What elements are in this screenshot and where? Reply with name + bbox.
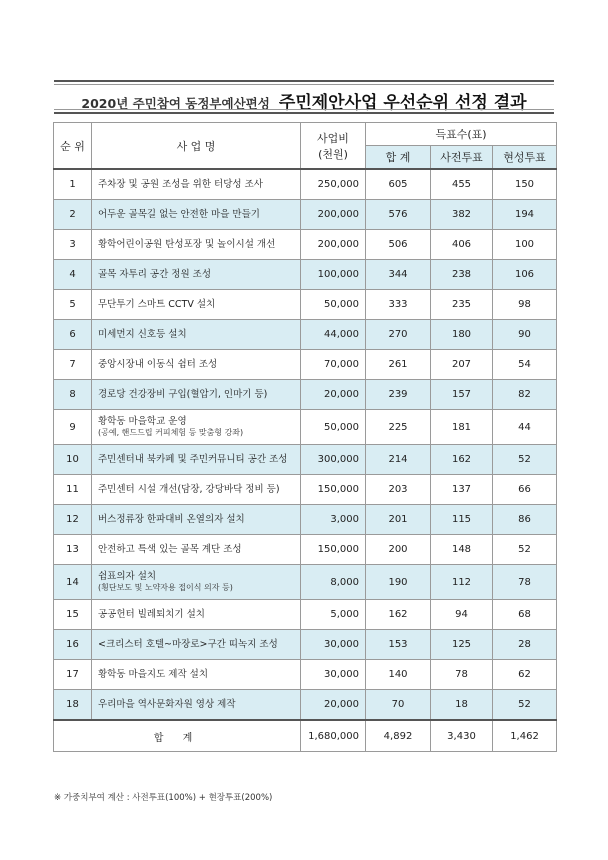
rank-cell: 7 bbox=[54, 350, 92, 380]
rank-cell: 14 bbox=[54, 565, 92, 600]
total-pre-votes: 3,430 bbox=[431, 720, 493, 752]
pre-votes-cell: 115 bbox=[431, 505, 493, 535]
site-votes-cell: 44 bbox=[493, 410, 557, 445]
rank-cell: 5 bbox=[54, 290, 92, 320]
rank-cell: 17 bbox=[54, 660, 92, 690]
header-votes: 득표수(표) bbox=[366, 123, 557, 146]
total-votes-cell: 214 bbox=[366, 445, 431, 475]
table-row bbox=[54, 260, 557, 290]
rank-cell: 6 bbox=[54, 320, 92, 350]
project-name-cell bbox=[92, 290, 301, 320]
total-label: 합 계 bbox=[54, 720, 301, 752]
results-table bbox=[53, 122, 557, 752]
total-votes-cell: 190 bbox=[366, 565, 431, 600]
site-votes-cell: 82 bbox=[493, 380, 557, 410]
total-votes-cell: 200 bbox=[366, 535, 431, 565]
project-name: <크리스터 호텔~마장로>구간 띠녹지 조성 bbox=[98, 639, 278, 650]
budget-cell: 8,000 bbox=[301, 565, 366, 600]
header-project: 사 업 명 bbox=[92, 123, 301, 170]
project-name-cell bbox=[92, 690, 301, 721]
total-votes-cell: 140 bbox=[366, 660, 431, 690]
project-name: 황학어린이공원 탄성포장 및 놀이시설 개선 bbox=[98, 239, 276, 250]
total-votes-cell: 333 bbox=[366, 290, 431, 320]
rank-cell: 12 bbox=[54, 505, 92, 535]
budget-cell: 70,000 bbox=[301, 350, 366, 380]
budget-cell: 150,000 bbox=[301, 475, 366, 505]
pre-votes-cell: 455 bbox=[431, 169, 493, 200]
pre-votes-cell: 157 bbox=[431, 380, 493, 410]
table-row bbox=[54, 350, 557, 380]
header-rank: 순 위 bbox=[54, 123, 92, 170]
budget-cell: 50,000 bbox=[301, 290, 366, 320]
project-name: 황학동 마을학교 운영 bbox=[98, 416, 187, 427]
table-row bbox=[54, 290, 557, 320]
total-votes: 4,892 bbox=[366, 720, 431, 752]
table-row bbox=[54, 169, 557, 200]
budget-cell: 250,000 bbox=[301, 169, 366, 200]
pre-votes-cell: 238 bbox=[431, 260, 493, 290]
project-detail: (횡단보도 및 노약자용 접이식 의자 등) bbox=[98, 583, 233, 592]
site-votes-cell: 90 bbox=[493, 320, 557, 350]
total-votes-cell: 239 bbox=[366, 380, 431, 410]
table-row bbox=[54, 475, 557, 505]
pre-votes-cell: 207 bbox=[431, 350, 493, 380]
project-name: 우리마을 역사문화자원 영상 제작 bbox=[98, 699, 236, 710]
project-name-cell bbox=[92, 410, 301, 445]
site-votes-cell: 62 bbox=[493, 660, 557, 690]
header-budget bbox=[301, 123, 366, 170]
table-row bbox=[54, 320, 557, 350]
total-votes-cell: 344 bbox=[366, 260, 431, 290]
site-votes-cell: 28 bbox=[493, 630, 557, 660]
project-name-cell bbox=[92, 660, 301, 690]
total-votes-cell: 506 bbox=[366, 230, 431, 260]
pre-votes-cell: 125 bbox=[431, 630, 493, 660]
site-votes-cell: 78 bbox=[493, 565, 557, 600]
project-name-cell bbox=[92, 630, 301, 660]
rank-cell: 15 bbox=[54, 600, 92, 630]
budget-cell: 5,000 bbox=[301, 600, 366, 630]
site-votes-cell: 54 bbox=[493, 350, 557, 380]
total-votes-cell: 270 bbox=[366, 320, 431, 350]
title-prefix: 2020년 주민참여 동정부예산편성 bbox=[81, 96, 270, 111]
title-main: 주민제안사업 우선순위 선정 결과 bbox=[278, 93, 527, 113]
table-row bbox=[54, 565, 557, 600]
budget-cell: 150,000 bbox=[301, 535, 366, 565]
project-name-cell bbox=[92, 380, 301, 410]
site-votes-cell: 106 bbox=[493, 260, 557, 290]
table-row bbox=[54, 410, 557, 445]
project-name-cell bbox=[92, 565, 301, 600]
budget-cell: 100,000 bbox=[301, 260, 366, 290]
project-name: 버스정류장 한파대비 온열의자 설치 bbox=[98, 514, 245, 525]
table-row bbox=[54, 380, 557, 410]
pre-votes-cell: 181 bbox=[431, 410, 493, 445]
rank-cell: 18 bbox=[54, 690, 92, 721]
project-name-cell bbox=[92, 445, 301, 475]
budget-cell: 30,000 bbox=[301, 630, 366, 660]
pre-votes-cell: 382 bbox=[431, 200, 493, 230]
header-site-vote: 현성투표 bbox=[493, 146, 557, 170]
pre-votes-cell: 235 bbox=[431, 290, 493, 320]
project-name: 안전하고 특색 있는 골목 계단 조성 bbox=[98, 544, 242, 555]
budget-cell: 3,000 bbox=[301, 505, 366, 535]
pre-votes-cell: 18 bbox=[431, 690, 493, 721]
site-votes-cell: 52 bbox=[493, 445, 557, 475]
total-votes-cell: 201 bbox=[366, 505, 431, 535]
project-name-cell bbox=[92, 600, 301, 630]
project-name: 공공헌터 빌레퇴치기 설치 bbox=[98, 609, 205, 620]
budget-cell: 20,000 bbox=[301, 690, 366, 721]
project-name: 어두운 골목길 없는 안전한 마을 만들기 bbox=[98, 209, 260, 220]
table-row bbox=[54, 690, 557, 721]
rank-cell: 9 bbox=[54, 410, 92, 445]
project-name-cell bbox=[92, 169, 301, 200]
total-votes-cell: 162 bbox=[366, 600, 431, 630]
header-budget-unit: (천원) bbox=[318, 147, 348, 161]
rank-cell: 1 bbox=[54, 169, 92, 200]
header-pre-vote: 사전투표 bbox=[431, 146, 493, 170]
rank-cell: 4 bbox=[54, 260, 92, 290]
total-budget: 1,680,000 bbox=[301, 720, 366, 752]
rank-cell: 2 bbox=[54, 200, 92, 230]
table-row bbox=[54, 535, 557, 565]
pre-votes-cell: 162 bbox=[431, 445, 493, 475]
project-name-cell bbox=[92, 320, 301, 350]
project-name: 황학동 마을지도 제작 설치 bbox=[98, 669, 209, 680]
table-body bbox=[54, 169, 557, 720]
rank-cell: 13 bbox=[54, 535, 92, 565]
budget-cell: 200,000 bbox=[301, 200, 366, 230]
budget-cell: 44,000 bbox=[301, 320, 366, 350]
project-name-cell bbox=[92, 350, 301, 380]
pre-votes-cell: 406 bbox=[431, 230, 493, 260]
project-name-cell bbox=[92, 200, 301, 230]
project-name: 무단투기 스마트 CCTV 설치 bbox=[98, 299, 216, 310]
project-name: 쉼표의자 설치 bbox=[98, 571, 157, 582]
project-name-cell bbox=[92, 505, 301, 535]
project-name: 골목 자투리 공간 정원 조성 bbox=[98, 269, 212, 280]
total-site-votes: 1,462 bbox=[493, 720, 557, 752]
site-votes-cell: 150 bbox=[493, 169, 557, 200]
site-votes-cell: 68 bbox=[493, 600, 557, 630]
rank-cell: 8 bbox=[54, 380, 92, 410]
pre-votes-cell: 94 bbox=[431, 600, 493, 630]
document-title bbox=[54, 80, 554, 114]
header-total: 합 계 bbox=[366, 146, 431, 170]
total-votes-cell: 225 bbox=[366, 410, 431, 445]
project-name: 미세먼지 신호등 설치 bbox=[98, 329, 187, 340]
rank-cell: 11 bbox=[54, 475, 92, 505]
project-name-cell bbox=[92, 230, 301, 260]
project-name: 주민센터 시설 개선(담장, 강당바닥 정비 등) bbox=[98, 484, 280, 495]
table-row bbox=[54, 600, 557, 630]
total-votes-cell: 203 bbox=[366, 475, 431, 505]
pre-votes-cell: 180 bbox=[431, 320, 493, 350]
rank-cell: 10 bbox=[54, 445, 92, 475]
budget-cell: 30,000 bbox=[301, 660, 366, 690]
project-name: 주차장 및 공원 조성을 위한 터당성 조사 bbox=[98, 179, 263, 190]
project-name: 주민센터내 북카페 및 주민커뮤니티 공간 조성 bbox=[98, 454, 288, 465]
total-votes-cell: 605 bbox=[366, 169, 431, 200]
footnote: ※ 가중치부여 계산 : 사전투표(100%) + 현장투표(200%) bbox=[54, 793, 273, 803]
site-votes-cell: 52 bbox=[493, 535, 557, 565]
budget-cell: 200,000 bbox=[301, 230, 366, 260]
budget-cell: 20,000 bbox=[301, 380, 366, 410]
total-votes-cell: 153 bbox=[366, 630, 431, 660]
pre-votes-cell: 148 bbox=[431, 535, 493, 565]
table-row bbox=[54, 660, 557, 690]
table-row bbox=[54, 200, 557, 230]
total-votes-cell: 70 bbox=[366, 690, 431, 721]
site-votes-cell: 66 bbox=[493, 475, 557, 505]
total-votes-cell: 576 bbox=[366, 200, 431, 230]
total-votes-cell: 261 bbox=[366, 350, 431, 380]
rank-cell: 3 bbox=[54, 230, 92, 260]
site-votes-cell: 194 bbox=[493, 200, 557, 230]
header-budget-label: 사업비 bbox=[317, 131, 349, 145]
total-row bbox=[54, 720, 557, 752]
project-name: 중앙시장내 이동식 쉼터 조성 bbox=[98, 359, 218, 370]
site-votes-cell: 86 bbox=[493, 505, 557, 535]
project-detail: (공예, 핸드드립 커피체험 등 맞춤형 강좌) bbox=[98, 428, 244, 437]
budget-cell: 300,000 bbox=[301, 445, 366, 475]
project-name-cell bbox=[92, 260, 301, 290]
project-name: 경로당 건강장비 구입(혈압기, 인마기 등) bbox=[98, 389, 268, 400]
table-row bbox=[54, 630, 557, 660]
site-votes-cell: 98 bbox=[493, 290, 557, 320]
table-row bbox=[54, 445, 557, 475]
table-row bbox=[54, 230, 557, 260]
project-name-cell bbox=[92, 535, 301, 565]
rank-cell: 16 bbox=[54, 630, 92, 660]
budget-cell: 50,000 bbox=[301, 410, 366, 445]
pre-votes-cell: 137 bbox=[431, 475, 493, 505]
site-votes-cell: 52 bbox=[493, 690, 557, 721]
project-name-cell bbox=[92, 475, 301, 505]
pre-votes-cell: 78 bbox=[431, 660, 493, 690]
site-votes-cell: 100 bbox=[493, 230, 557, 260]
table-row bbox=[54, 505, 557, 535]
pre-votes-cell: 112 bbox=[431, 565, 493, 600]
